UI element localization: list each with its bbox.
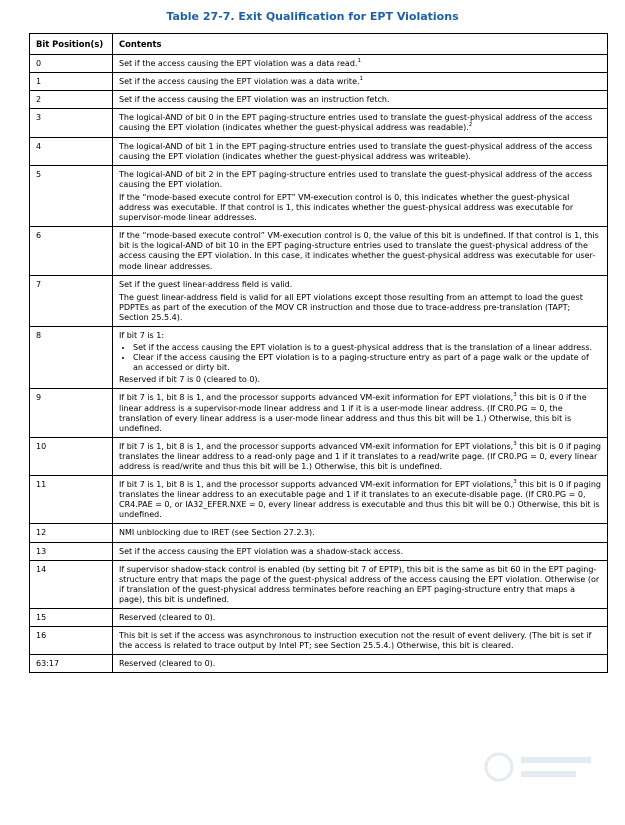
table-row <box>30 73 608 91</box>
table-row <box>30 560 608 608</box>
footnote-marker: 1 <box>357 58 361 65</box>
paragraph-text: Set if the guest linear-address field is valid. <box>119 279 293 289</box>
table-row <box>30 109 608 137</box>
table-row <box>30 137 608 165</box>
bit-position-cell: 14 <box>30 560 113 608</box>
bit-position-cell: 8 <box>30 326 113 388</box>
table-row <box>30 165 608 226</box>
contents-cell <box>113 524 608 542</box>
table-row <box>30 437 608 475</box>
paragraph-text: The logical-AND of bit 2 in the EPT paging-structure entries used to translate the guest-physical address of the access causing the EPT violation. <box>119 169 593 189</box>
paragraph-text: this bit is 0 if paging translates the linear address to a read-only page and 1 if it translates to a read/write page. (If CR0.PG = 0, every linear address is read/write and thus this bit will be 1.) Otherwise, this bit is undefined. <box>119 441 601 471</box>
paragraph-text: Set if the access causing the EPT violation was a shadow-stack access. <box>119 546 404 556</box>
table-row <box>30 476 608 524</box>
bit-position-cell: 6 <box>30 227 113 275</box>
bit-position-cell: 11 <box>30 476 113 524</box>
paragraph-text: this bit is 0 if the linear address is a supervisor-mode linear address and 1 if it is a user-mode linear address. (If CR0.PG = 0, the translation of every linear address is a user-mode linear address and thus this bit will be 1.) Otherwise, this bit is undefined. <box>119 393 587 433</box>
contents-paragraph <box>119 631 601 651</box>
paragraph-text: Set if the access causing the EPT violation was a data write. <box>119 77 360 87</box>
paragraph-text: This bit is set if the access was asynchronous to instruction execution not the result of event delivery. (The bit is set if the access is related to trace output by Intel PT; see Section 25.5.4.) Otherwise, this bit is cleared. <box>119 631 592 651</box>
contents-cell <box>113 137 608 165</box>
contents-cell <box>113 55 608 73</box>
contents-paragraph: If bit 7 is 1: <box>119 330 165 340</box>
footnote-marker: 3 <box>513 392 517 399</box>
table-row <box>30 524 608 542</box>
table-row <box>30 91 608 109</box>
footnote-marker: 2 <box>468 122 473 129</box>
paragraph-text: Set if the access causing the EPT violation was an instruction fetch. <box>119 95 390 105</box>
contents-cell <box>113 73 608 91</box>
paragraph-text: The logical-AND of bit 1 in the EPT paging-structure entries used to translate the guest-physical address of the access causing the EPT violation (indicates whether the guest-physical address was writeable). <box>119 141 593 161</box>
paragraph-text: The guest linear-address field is valid for all EPT violations except those resulting from an attempt to load the guest PDPTEs as part of the execution of the MOV CR instruction and those due to trace-address pre-translation (TAPT; Section 25.5.4). <box>119 292 583 322</box>
contents-cell <box>113 627 608 655</box>
paragraph-text: If bit 7 is 1, bit 8 is 1, and the processor supports advanced VM-exit information for EPT violations, <box>119 393 514 403</box>
paragraph-text: NMI unblocking due to IRET (see Section 27.2.3). <box>119 528 315 538</box>
contents-paragraph: Reserved if bit 7 is 0 (cleared to 0). <box>119 375 261 385</box>
contents-cell <box>113 389 608 437</box>
paragraph-text: If bit 7 is 1, bit 8 is 1, and the processor supports advanced VM-exit information for EPT violations, <box>119 441 514 451</box>
table-row <box>30 627 608 655</box>
contents-paragraph <box>119 231 601 271</box>
contents-paragraph <box>119 193 601 223</box>
paragraph-text: If the “mode-based execute control for EPT” VM-execution control is 0, this indicates whether the guest-physical address was executable. If that control is 1, this indicates whether the guest-physical address was executable for supervisor-mode linear addresses. <box>119 192 574 223</box>
bit-position-cell: 12 <box>30 524 113 542</box>
contents-paragraph <box>119 59 601 69</box>
contents-paragraph <box>119 528 601 538</box>
contents-paragraph <box>119 393 601 433</box>
contents-paragraph <box>119 293 601 323</box>
paragraph-text: Set if the access causing the EPT violation was a data read. <box>119 59 358 69</box>
contents-cell <box>113 91 608 109</box>
contents-paragraph <box>119 170 601 190</box>
paragraph-text: Reserved (cleared to 0). <box>119 659 216 669</box>
bit-position-cell: 10 <box>30 437 113 475</box>
table-row <box>30 326 608 388</box>
contents-paragraph <box>119 95 601 105</box>
table-row <box>30 55 608 73</box>
table-row <box>30 542 608 560</box>
contents-paragraph <box>119 280 601 290</box>
table-row <box>30 227 608 275</box>
paragraph-text: If supervisor shadow-stack control is enabled (by setting bit 7 of EPTP), this bit is the same as bit 60 in the EPT paging-structure entry that maps the page of the guest-physical address of the access causing the EPT violation. Otherwise (or if translation of the guest-physical address terminates before reaching an EPT paging-structure entry that maps a page), this bit is undefined. <box>119 564 600 604</box>
footnote-marker: 1 <box>359 76 364 83</box>
contents-cell <box>113 655 608 673</box>
header-contents: Contents <box>113 34 608 55</box>
table-row <box>30 655 608 673</box>
contents-paragraph <box>119 659 601 669</box>
contents-paragraph <box>119 480 601 520</box>
contents-cell <box>113 227 608 275</box>
contents-cell <box>113 326 608 388</box>
bit-position-cell: 63:17 <box>30 655 113 673</box>
bit-position-cell: 15 <box>30 609 113 627</box>
header-bit-position: Bit Position(s) <box>30 34 113 55</box>
table-row <box>30 389 608 437</box>
bit-position-cell: 3 <box>30 109 113 137</box>
bit-position-cell: 0 <box>30 55 113 73</box>
table-row <box>30 609 608 627</box>
contents-cell <box>113 609 608 627</box>
paragraph-text: this bit is 0 if paging translates the linear address to an executable page and 1 if it translates to an execute-disable page. (If CR0.PG = 0, CR4.PAE = 0, or IA32_EFER.NXE = 0, every linear address is executable and thus this bit will be 0.) Otherwise, this bit is undefined. <box>119 480 601 520</box>
watermark-logo <box>481 747 601 787</box>
bullet-list <box>119 343 601 373</box>
paragraph-text: If bit 7 is 1, bit 8 is 1, and the processor supports advanced VM-exit information for EPT violations, <box>119 480 514 490</box>
contents-paragraph <box>119 77 601 87</box>
footnote-marker: 3 <box>513 479 517 486</box>
contents-paragraph <box>119 442 601 472</box>
bit-position-cell: 2 <box>30 91 113 109</box>
contents-paragraph <box>119 113 601 133</box>
contents-cell <box>113 542 608 560</box>
bullet-item: • Clear if the access causing the EPT violation is to a paging-structure entry as part of a page walk or the update of an accessed or dirty bit. <box>133 353 601 373</box>
bit-position-cell: 16 <box>30 627 113 655</box>
contents-paragraph <box>119 613 601 623</box>
bullet-item: • Set if the access causing the EPT violation is to a guest-physical address that is the translation of a linear address. <box>133 343 601 353</box>
contents-cell <box>113 165 608 226</box>
contents-paragraph <box>119 547 601 557</box>
contents-cell <box>113 109 608 137</box>
paragraph-text: If the “mode-based execute control” VM-execution control is 0, the value of this bit is undefined. If that control is 1, this bit is the logical-AND of bit 10 in the EPT paging-structure entries used to translate the guest-physical address of the access causing the EPT violation. In this case, it indicates whether the guest-physical address was executable for user-mode linear addresses. <box>119 231 599 271</box>
bit-position-cell: 7 <box>30 275 113 326</box>
bit-position-cell: 1 <box>30 73 113 91</box>
table-row <box>30 275 608 326</box>
bit-position-cell: 5 <box>30 165 113 226</box>
bit-position-cell: 9 <box>30 389 113 437</box>
contents-cell <box>113 275 608 326</box>
contents-paragraph <box>119 142 601 162</box>
footnote-marker: 3 <box>513 440 517 447</box>
table-header-row <box>30 34 608 55</box>
bit-position-cell: 13 <box>30 542 113 560</box>
ept-exit-qualification-table <box>29 33 608 673</box>
paragraph-text: The logical-AND of bit 0 in the EPT paging-structure entries used to translate the guest-physical address of the access causing the EPT violation (indicates whether the guest-physical address was readable). <box>119 113 593 133</box>
contents-cell <box>113 437 608 475</box>
bit-position-cell: 4 <box>30 137 113 165</box>
contents-cell <box>113 476 608 524</box>
contents-paragraph <box>119 565 601 605</box>
table-caption: Table 27-7. Exit Qualification for EPT Violations <box>166 10 459 23</box>
paragraph-text: Reserved (cleared to 0). <box>119 613 216 623</box>
contents-cell <box>113 560 608 608</box>
